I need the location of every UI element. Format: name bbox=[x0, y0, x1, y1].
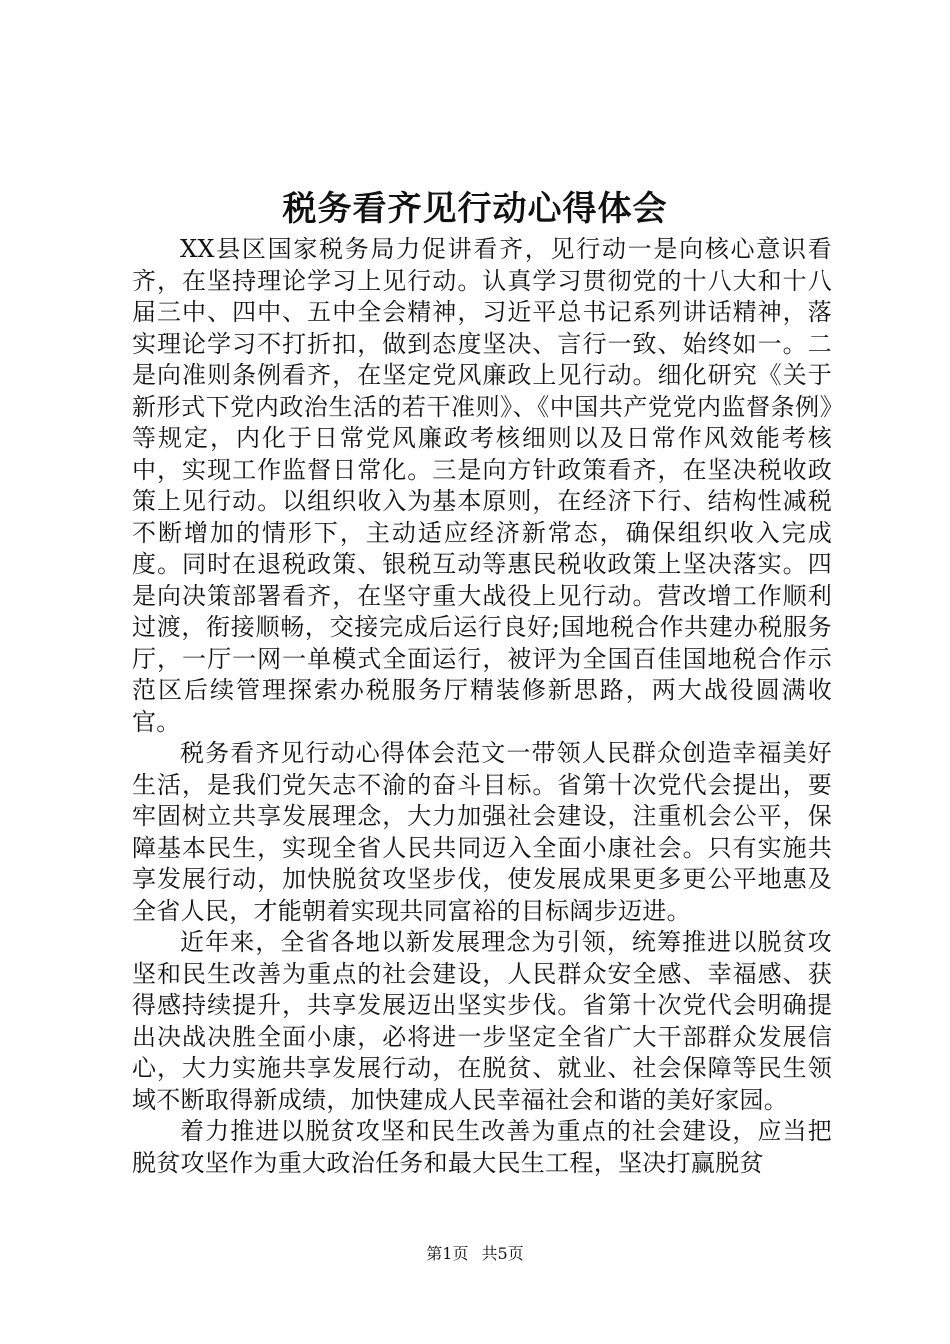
paragraph-4: 着力推进以脱贫攻坚和民生改善为重点的社会建设，应当把脱贫攻坚作为重大政治任务和最大民生工程，坚决打赢脱贫 bbox=[132, 1117, 832, 1177]
paragraph-1: XX县区国家税务局力促讲看齐，见行动一是向核心意识看齐，在坚持理论学习上见行动。认真学习贯彻党的十八大和十八届三中、四中、五中全会精神，习近平总书记系列讲话精神，落实理论学习不打折扣，做到态度坚决、言行一致、始终如一。二是向准则条例看齐，在坚定党风廉政上见行动。细化研究《关于新形式下党内政治生活的若干准则》、《中国共产党党内监督条例》等规定，内化于日常党风廉政考核细则以及日常作风效能考核中，实现工作监督日常化。三是向方针政策看齐，在坚决税收政策上见行动。以组织收入为基本原则，在经济下行、结构性减税不断增加的情形下，主动适应经济新常态，确保组织收入完成度。同时在退税政策、银税互动等惠民税收政策上坚决落实。四是向决策部署看齐，在坚守重大战役上见行动。营改增工作顺利过渡，衔接顺畅，交接完成后运行良好;国地税合作共建办税服务厅，一厅一网一单模式全面运行，被评为全国百佳国地税合作示范区后续管理探索办税服务厅精装修新思路，两大战役圆满收官。 bbox=[132, 235, 832, 736]
page-number: 第1页 bbox=[426, 1244, 469, 1263]
paragraph-2: 税务看齐见行动心得体会范文一带领人民群众创造幸福美好生活，是我们党矢志不渝的奋斗目标。省第十次党代会提出，要牢固树立共享发展理念，大力加强社会建设，注重机会公平，保障基本民生，实现全省人民共同迈入全面小康社会。只有实施共享发展行动，加快脱贫攻坚步伐，使发展成果更多更公平地惠及全省人民，才能朝着实现共同富裕的目标阔步迈进。 bbox=[132, 739, 832, 925]
page-total: 共5页 bbox=[481, 1244, 524, 1263]
document-body bbox=[132, 234, 832, 1179]
paragraph-3: 近年来，全省各地以新发展理念为引领，统筹推进以脱贫攻坚和民生改善为重点的社会建设，人民群众安全感、幸福感、获得感持续提升，共享发展迈出坚实步伐。省第十次党代会明确提出决战决胜全面小康，必将进一步坚定全省广大干部群众发展信心，大力实施共享发展行动，在脱贫、就业、社会保障等民生领域不断取得新成绩，加快建成人民幸福社会和谐的美好家园。 bbox=[132, 928, 832, 1114]
document-title: 税务看齐见行动心得体会 bbox=[282, 189, 668, 229]
page-footer bbox=[0, 1243, 950, 1265]
